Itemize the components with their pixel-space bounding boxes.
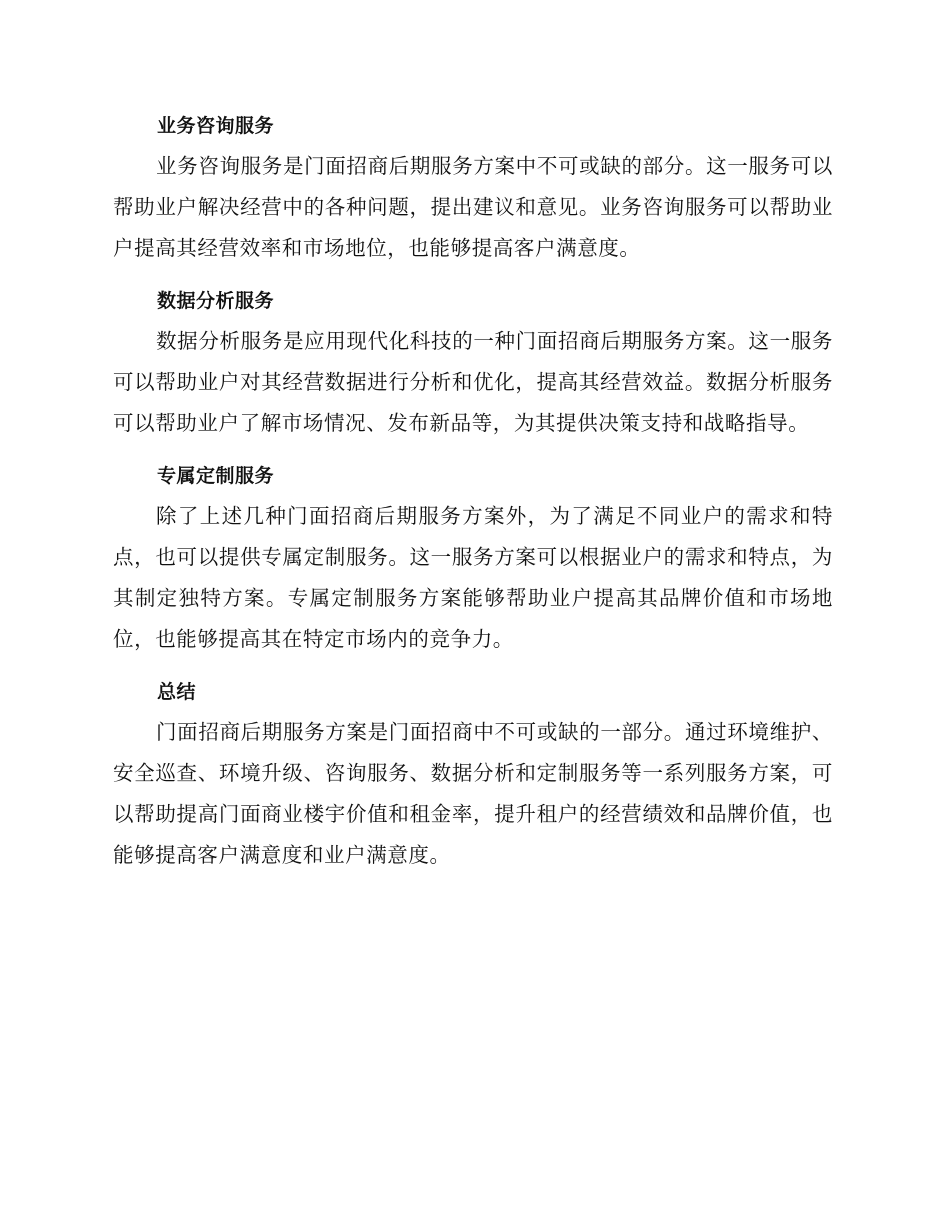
section-heading: 专属定制服务 — [157, 465, 275, 487]
section-heading: 业务咨询服务 — [157, 115, 275, 137]
document-page — [113, 108, 833, 890]
section-paragraph: 数据分析服务是应用现代化科技的一种门面招商后期服务方案。这一服务可以帮助业户对其经营数据进行分析和优化，提高其经营效益。数据分析服务可以帮助业户了解市场情况、发布新品等，为其提供决策支持和战略指导。 — [113, 329, 833, 435]
section-summary — [113, 674, 833, 876]
section-heading: 总结 — [157, 681, 197, 703]
section-custom-service — [113, 458, 833, 660]
section-heading: 数据分析服务 — [157, 290, 275, 312]
section-business-consulting — [113, 108, 833, 269]
section-paragraph: 业务咨询服务是门面招商后期服务方案中不可或缺的部分。这一服务可以帮助业户解决经营中的各种问题，提出建议和意见。业务咨询服务可以帮助业户提高其经营效率和市场地位，也能够提高客户满意度。 — [113, 154, 833, 260]
section-paragraph: 除了上述几种门面招商后期服务方案外，为了满足不同业户的需求和特点，也可以提供专属定制服务。这一服务方案可以根据业户的需求和特点，为其制定独特方案。专属定制服务方案能够帮助业户提高其品牌价值和市场地位，也能够提高其在特定市场内的竞争力。 — [113, 504, 833, 651]
section-data-analysis — [113, 283, 833, 444]
section-paragraph: 门面招商后期服务方案是门面招商中不可或缺的一部分。通过环境维护、安全巡查、环境升级、咨询服务、数据分析和定制服务等一系列服务方案，可以帮助提高门面商业楼宇价值和租金率，提升租户的经营绩效和品牌价值，也能够提高客户满意度和业户满意度。 — [113, 720, 833, 867]
